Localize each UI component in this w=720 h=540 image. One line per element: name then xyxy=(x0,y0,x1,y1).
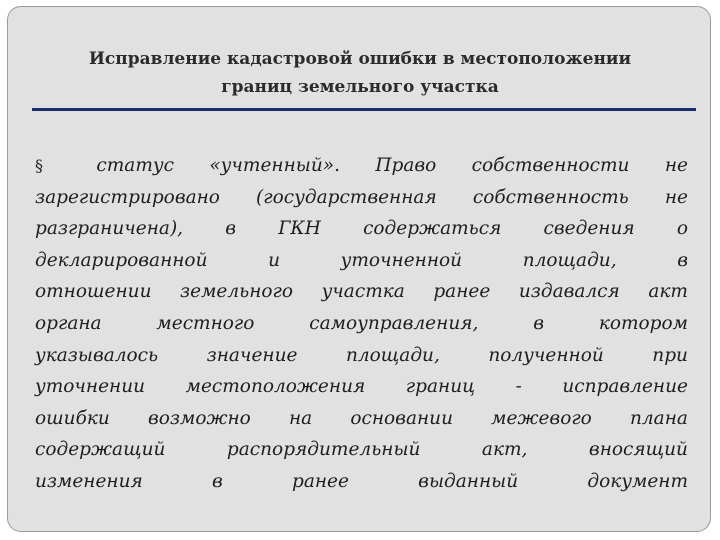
body-word: о xyxy=(676,218,688,240)
body-word: ошибки xyxy=(35,407,110,429)
body-word: плана xyxy=(629,407,688,429)
body-word: декларированной xyxy=(35,249,208,271)
slide-title xyxy=(32,45,688,101)
body-word: в xyxy=(533,312,544,334)
body-word: сведения xyxy=(543,218,635,240)
body-line xyxy=(35,371,688,403)
body-word: «учтенный». xyxy=(209,155,340,176)
title-divider xyxy=(32,108,696,111)
body-word: вносящий xyxy=(588,439,688,461)
body-word: (государственная xyxy=(256,186,437,208)
body-word: площади, xyxy=(522,249,617,271)
body-word: на xyxy=(288,407,313,429)
body-word: не xyxy=(664,186,688,208)
title-line-2: границ земельного участка xyxy=(221,77,499,97)
body-line xyxy=(35,182,688,214)
body-word: ГКН xyxy=(278,218,321,240)
body-word: ранее xyxy=(433,281,491,303)
body-word: - xyxy=(515,376,522,398)
body-word: распорядительный xyxy=(226,439,421,461)
body-word: в xyxy=(225,218,237,240)
body-word: полученной xyxy=(488,344,604,366)
body-word: межевого xyxy=(491,407,592,429)
body-line xyxy=(35,466,688,498)
body-line xyxy=(35,245,688,277)
body-line-text: изменения в ранее выданный документ xyxy=(35,470,688,492)
body-line xyxy=(35,340,688,372)
bullet-icon: § xyxy=(35,156,43,175)
body-word: самоуправления, xyxy=(309,312,479,334)
body-word: органа xyxy=(35,312,102,334)
body-word: и xyxy=(268,249,281,271)
body-word: основании xyxy=(350,407,453,429)
body-word: собственность xyxy=(472,186,629,208)
body-word: возможно xyxy=(148,407,251,429)
body-word: акт xyxy=(648,281,688,303)
title-line-1: Исправление кадастровой ошибки в местоположении xyxy=(88,49,632,69)
body-word: при xyxy=(652,344,688,366)
body-word: собственности xyxy=(471,155,630,176)
body-word: содержащий xyxy=(35,439,166,461)
body-word: статус xyxy=(96,155,174,176)
body-word: исправление xyxy=(562,376,688,398)
body-word: Право xyxy=(375,155,437,176)
slide xyxy=(7,6,711,532)
body-word: содержаться xyxy=(363,218,502,240)
body-word: уточненной xyxy=(340,249,463,271)
body-word: разграничена), xyxy=(35,218,184,240)
body-word: значение xyxy=(206,344,298,366)
bullet-paragraph xyxy=(35,150,688,498)
body-word: указывалось xyxy=(35,344,159,366)
body-word: зарегистрировано xyxy=(35,186,220,208)
body-word: отношении xyxy=(35,281,152,303)
body-word: земельного xyxy=(180,281,294,303)
body-word: котором xyxy=(598,312,688,334)
body-word: не xyxy=(664,155,688,176)
body-word: в xyxy=(677,249,688,271)
body-line xyxy=(35,308,688,340)
body-word: уточнении xyxy=(35,376,146,398)
body-word: издавался xyxy=(518,281,620,303)
body-line xyxy=(35,150,688,182)
body-line xyxy=(35,213,688,245)
body-line xyxy=(35,434,688,466)
body-word: площади, xyxy=(345,344,440,366)
body-word: акт, xyxy=(481,439,528,461)
body-line xyxy=(35,276,688,308)
body-word: границ xyxy=(405,376,476,398)
body-word: участка xyxy=(321,281,405,303)
body-line xyxy=(35,403,688,435)
body-word: местного xyxy=(156,312,255,334)
body-word: местоположения xyxy=(185,376,366,398)
